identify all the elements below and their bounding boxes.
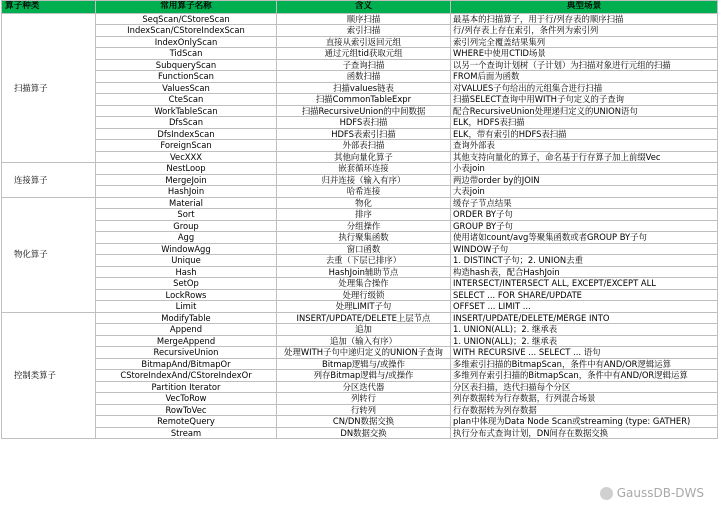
- operator-table: [1, 0, 718, 439]
- operator-name-cell: VecXXX: [96, 151, 277, 163]
- table-row: [2, 94, 718, 106]
- operator-name-cell: ValuesScan: [96, 82, 277, 94]
- operator-name-cell: VecToRow: [96, 393, 277, 405]
- meaning-cell: 列存Bitmap逻辑与/或操作: [277, 370, 451, 382]
- table-row: [2, 335, 718, 347]
- scenario-cell: WINDOW子句: [451, 243, 718, 255]
- meaning-cell: Bitmap逻辑与/或操作: [277, 358, 451, 370]
- operator-name-cell: Agg: [96, 232, 277, 244]
- table-row: [2, 347, 718, 359]
- scenario-cell: 行/列存表上存在索引，条件列为索引列: [451, 25, 718, 37]
- table-row: [2, 370, 718, 382]
- operator-name-cell: WorkTableScan: [96, 105, 277, 117]
- wechat-icon: [600, 487, 613, 500]
- table-body: [2, 13, 718, 439]
- operator-name-cell: RowToVec: [96, 404, 277, 416]
- table-row: [2, 71, 718, 83]
- table-row: [2, 232, 718, 244]
- header-operator-name: 常用算子名称: [96, 1, 277, 14]
- operator-name-cell: Group: [96, 220, 277, 232]
- scenario-cell: 构造hash表，配合HashJoin: [451, 266, 718, 278]
- meaning-cell: DN数据交换: [277, 427, 451, 439]
- operator-name-cell: MergeAppend: [96, 335, 277, 347]
- meaning-cell: 物化: [277, 197, 451, 209]
- table-row: [2, 358, 718, 370]
- scenario-cell: 列存数据转为行存数据，行列混合场景: [451, 393, 718, 405]
- operator-name-cell: MergeJoin: [96, 174, 277, 186]
- meaning-cell: HDFS表索引扫描: [277, 128, 451, 140]
- meaning-cell: 索引扫描: [277, 25, 451, 37]
- scenario-cell: 查询外部表: [451, 140, 718, 152]
- table-row: [2, 151, 718, 163]
- operator-name-cell: IndexOnlyScan: [96, 36, 277, 48]
- operator-name-cell: HashJoin: [96, 186, 277, 198]
- table-row: [2, 243, 718, 255]
- meaning-cell: 子查询扫描: [277, 59, 451, 71]
- table-row: [2, 404, 718, 416]
- meaning-cell: 扫描RecursiveUnion的中间数据: [277, 105, 451, 117]
- table-row: [2, 220, 718, 232]
- scenario-cell: 1. DISTINCT子句；2. UNION去重: [451, 255, 718, 267]
- table-row: [2, 209, 718, 221]
- scenario-cell: 扫描SELECT查询中用WITH子句定义的子查询: [451, 94, 718, 106]
- scenario-cell: WITH RECURSIVE ... SELECT ... 语句: [451, 347, 718, 359]
- header-category: 算子种类: [2, 1, 96, 14]
- operator-name-cell: Material: [96, 197, 277, 209]
- meaning-cell: 顺序扫描: [277, 13, 451, 25]
- operator-name-cell: TidScan: [96, 48, 277, 60]
- operator-name-cell: Partition Iterator: [96, 381, 277, 393]
- operator-name-cell: ForeignScan: [96, 140, 277, 152]
- scenario-cell: 1. UNION(ALL)；2. 继承表: [451, 335, 718, 347]
- scenario-cell: ELK，HDFS表扫描: [451, 117, 718, 129]
- category-cell: 扫描算子: [2, 13, 96, 163]
- table-row: [2, 278, 718, 290]
- meaning-cell: 执行聚集函数: [277, 232, 451, 244]
- scenario-cell: SELECT ... FOR SHARE/UPDATE: [451, 289, 718, 301]
- operator-name-cell: WindowAgg: [96, 243, 277, 255]
- meaning-cell: 追加（输入有序）: [277, 335, 451, 347]
- scenario-cell: 以另一个查询计划树（子计划）为扫描对象进行元组的扫描: [451, 59, 718, 71]
- table-row: [2, 427, 718, 439]
- scenario-cell: FROM后面为函数: [451, 71, 718, 83]
- table-row: [2, 128, 718, 140]
- table-row: [2, 393, 718, 405]
- meaning-cell: 哈希连接: [277, 186, 451, 198]
- scenario-cell: 大表join: [451, 186, 718, 198]
- scenario-cell: INTERSECT/INTERSECT ALL, EXCEPT/EXCEPT ALL: [451, 278, 718, 290]
- table-row: [2, 312, 718, 324]
- operator-name-cell: DfsIndexScan: [96, 128, 277, 140]
- operator-name-cell: RemoteQuery: [96, 416, 277, 428]
- operator-name-cell: SeqScan/CStoreScan: [96, 13, 277, 25]
- scenario-cell: INSERT/UPDATE/DELETE/MERGE INTO: [451, 312, 718, 324]
- table-row: [2, 82, 718, 94]
- scenario-cell: 其他支持向量化的算子，命名基于行存算子加上前缀Vec: [451, 151, 718, 163]
- meaning-cell: 扫描CommonTableExpr: [277, 94, 451, 106]
- watermark-text: GaussDB-DWS: [616, 486, 704, 500]
- operator-name-cell: Stream: [96, 427, 277, 439]
- table-row: [2, 48, 718, 60]
- meaning-cell: HDFS表扫描: [277, 117, 451, 129]
- operator-name-cell: IndexScan/CStoreIndexScan: [96, 25, 277, 37]
- operator-name-cell: ModifyTable: [96, 312, 277, 324]
- meaning-cell: 排序: [277, 209, 451, 221]
- meaning-cell: CN/DN数据交换: [277, 416, 451, 428]
- meaning-cell: 行转列: [277, 404, 451, 416]
- operator-name-cell: CteScan: [96, 94, 277, 106]
- table-row: [2, 186, 718, 198]
- operator-name-cell: LockRows: [96, 289, 277, 301]
- header-row: [2, 1, 718, 14]
- operator-name-cell: Sort: [96, 209, 277, 221]
- meaning-cell: 追加: [277, 324, 451, 336]
- category-cell: 连接算子: [2, 163, 96, 198]
- table-row: [2, 140, 718, 152]
- meaning-cell: 处理LIMIT子句: [277, 301, 451, 313]
- meaning-cell: 处理行级锁: [277, 289, 451, 301]
- meaning-cell: 分组操作: [277, 220, 451, 232]
- operator-name-cell: NestLoop: [96, 163, 277, 175]
- category-cell: 控制类算子: [2, 312, 96, 439]
- meaning-cell: 函数扫描: [277, 71, 451, 83]
- table-row: [2, 13, 718, 25]
- meaning-cell: 直接从索引返回元组: [277, 36, 451, 48]
- meaning-cell: 去重（下层已排序）: [277, 255, 451, 267]
- scenario-cell: 行存数据转为列存数据: [451, 404, 718, 416]
- meaning-cell: HashJoin辅助节点: [277, 266, 451, 278]
- meaning-cell: 列转行: [277, 393, 451, 405]
- scenario-cell: 缓存子节点结果: [451, 197, 718, 209]
- operator-name-cell: Hash: [96, 266, 277, 278]
- table-row: [2, 197, 718, 209]
- category-cell: 物化算子: [2, 197, 96, 312]
- table-row: [2, 301, 718, 313]
- table-row: [2, 117, 718, 129]
- meaning-cell: 扫描values链表: [277, 82, 451, 94]
- meaning-cell: 归并连接（输入有序）: [277, 174, 451, 186]
- scenario-cell: ELK，带有索引的HDFS表扫描: [451, 128, 718, 140]
- table-row: [2, 381, 718, 393]
- table-row: [2, 105, 718, 117]
- table-row: [2, 59, 718, 71]
- scenario-cell: 最基本的扫描算子，用于行/列存表的顺序扫描: [451, 13, 718, 25]
- operator-name-cell: SubqueryScan: [96, 59, 277, 71]
- operator-name-cell: CStoreIndexAnd/CStoreIndexOr: [96, 370, 277, 382]
- operator-name-cell: Unique: [96, 255, 277, 267]
- scenario-cell: 小表join: [451, 163, 718, 175]
- meaning-cell: 处理集合操作: [277, 278, 451, 290]
- table-row: [2, 255, 718, 267]
- scenario-cell: 索引列完全覆盖结果集列: [451, 36, 718, 48]
- meaning-cell: 通过元组tid获取元组: [277, 48, 451, 60]
- table-row: [2, 25, 718, 37]
- scenario-cell: 多维列存索引扫描的BitmapScan，条件中有AND/OR逻辑运算: [451, 370, 718, 382]
- scenario-cell: WHERE中使用CTID场景: [451, 48, 718, 60]
- table-row: [2, 289, 718, 301]
- scenario-cell: 分区表扫描，迭代扫描每个分区: [451, 381, 718, 393]
- table-row: [2, 174, 718, 186]
- operator-name-cell: SetOp: [96, 278, 277, 290]
- scenario-cell: 使用诸如count/avg等聚集函数或者GROUP BY子句: [451, 232, 718, 244]
- table-row: [2, 36, 718, 48]
- operator-name-cell: BitmapAnd/BitmapOr: [96, 358, 277, 370]
- table-row: [2, 266, 718, 278]
- meaning-cell: 分区迭代器: [277, 381, 451, 393]
- operator-name-cell: Limit: [96, 301, 277, 313]
- meaning-cell: 窗口函数: [277, 243, 451, 255]
- scenario-cell: GROUP BY子句: [451, 220, 718, 232]
- scenario-cell: 1. UNION(ALL)；2. 继承表: [451, 324, 718, 336]
- meaning-cell: 嵌套循环连接: [277, 163, 451, 175]
- scenario-cell: 配合RecursiveUnion处理递归定义的UNION语句: [451, 105, 718, 117]
- scenario-cell: 对VALUES子句给出的元组集合进行扫描: [451, 82, 718, 94]
- scenario-cell: ORDER BY子句: [451, 209, 718, 221]
- operator-name-cell: Append: [96, 324, 277, 336]
- scenario-cell: 执行分布式查询计划，DN间存在数据交换: [451, 427, 718, 439]
- header-meaning: 含义: [277, 1, 451, 14]
- watermark: [600, 486, 704, 500]
- operator-name-cell: DfsScan: [96, 117, 277, 129]
- table-row: [2, 416, 718, 428]
- meaning-cell: 其他向量化算子: [277, 151, 451, 163]
- operator-name-cell: RecursiveUnion: [96, 347, 277, 359]
- meaning-cell: 处理WITH子句中递归定义的UNION子查询: [277, 347, 451, 359]
- meaning-cell: INSERT/UPDATE/DELETE上层节点: [277, 312, 451, 324]
- table-row: [2, 163, 718, 175]
- scenario-cell: OFFSET ... LIMIT ...: [451, 301, 718, 313]
- scenario-cell: plan中体现为Data Node Scan或streaming (type: GATHER): [451, 416, 718, 428]
- table-row: [2, 324, 718, 336]
- scenario-cell: 两边带order by的JOIN: [451, 174, 718, 186]
- scenario-cell: 多维索引扫描的BitmapScan，条件中有AND/OR逻辑运算: [451, 358, 718, 370]
- header-typical-scenario: 典型场景: [451, 1, 718, 14]
- meaning-cell: 外部表扫描: [277, 140, 451, 152]
- operator-name-cell: FunctionScan: [96, 71, 277, 83]
